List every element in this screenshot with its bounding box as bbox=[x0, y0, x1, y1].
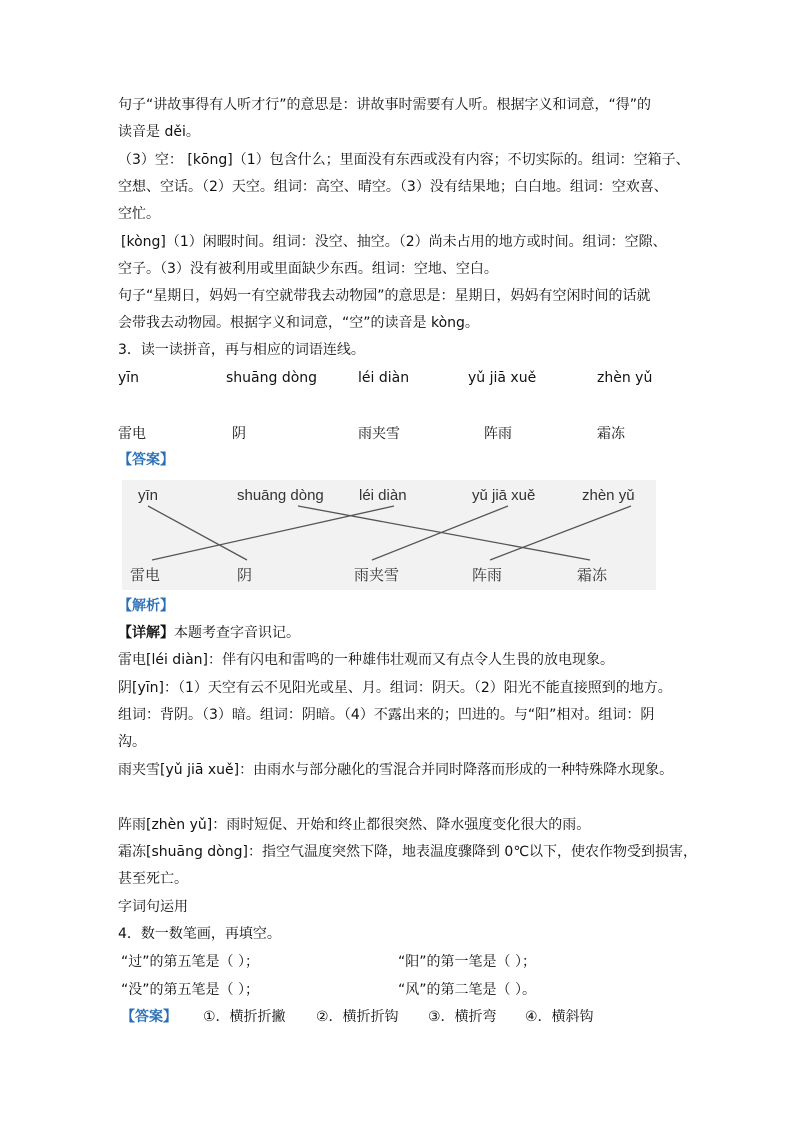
figure-pinyin-label: zhèn yǔ bbox=[582, 487, 635, 504]
text-line: [kòng]（1）闲暇时间。组词：没空、抽空。（2）尚未占用的地方或时间。组词：空隙、 bbox=[121, 234, 667, 250]
figure-pinyin-label: shuāng dòng bbox=[237, 487, 324, 504]
match-link-line bbox=[490, 506, 631, 560]
section-heading: 字词句运用 bbox=[118, 899, 188, 915]
text-line: 空子。（3）没有被利用或里面缺少东西。组词：空地、空白。 bbox=[118, 261, 498, 277]
answer-item: ③．横折弯 bbox=[428, 1009, 497, 1025]
match-link-line bbox=[298, 506, 590, 560]
text-line: 阵雨[zhèn yǔ]：雨时短促、开始和终止都很突然、降水强度变化很大的雨。 bbox=[118, 817, 591, 833]
detail-line bbox=[118, 623, 300, 643]
text-line: （3）空： [kōng]（1）包含什么；里面没有东西或没有内容；不切实际的。组词：空箱子、 bbox=[118, 152, 690, 168]
word-item: 雷电 bbox=[118, 426, 146, 442]
pinyin-item: yǔ jiā xuě bbox=[468, 370, 537, 386]
fill-item: “没”的第五笔是（ ）； bbox=[121, 982, 259, 998]
text-line: 组词：背阴。（3）暗。组词：阴暗。（4）不露出来的；凹进的。与“阳”相对。组词：阴 bbox=[118, 707, 655, 723]
pinyin-row bbox=[0, 370, 794, 390]
word-item: 阵雨 bbox=[484, 426, 512, 442]
figure-pinyin-label: léi diàn bbox=[359, 487, 407, 504]
text-line: 雷电[léi diàn]：伴有闪电和雷鸣的一种雄伟壮观而又有点令人生畏的放电现象。 bbox=[118, 652, 614, 668]
detail-tag: 【详解】 bbox=[118, 625, 174, 641]
analysis-label: 【解析】 bbox=[118, 598, 174, 614]
answer-item: ②．横折折钩 bbox=[316, 1009, 399, 1025]
word-item: 霜冻 bbox=[597, 426, 625, 442]
pinyin-item: zhèn yǔ bbox=[597, 370, 653, 386]
text-line: 空想、空话。（2）天空。组词：高空、晴空。（3）没有结果地；白白地。组词：空欢喜、 bbox=[118, 179, 668, 195]
pinyin-item: yīn bbox=[118, 370, 140, 386]
figure-pinyin-label: yǔ jiā xuě bbox=[472, 487, 536, 504]
match-link-line bbox=[152, 506, 394, 560]
text-line: 空忙。 bbox=[118, 206, 160, 222]
text-line: 会带我去动物园。根据字义和词意，“空”的读音是 kòng。 bbox=[118, 315, 479, 331]
pinyin-item: shuāng dòng bbox=[226, 370, 318, 386]
answer-row bbox=[0, 1006, 794, 1026]
text-line: 沟。 bbox=[118, 734, 146, 750]
figure-word-label: 阴 bbox=[237, 567, 253, 584]
answer-item: ④．横斜钩 bbox=[525, 1009, 594, 1025]
match-link-line bbox=[148, 506, 247, 560]
figure-word-label: 雷电 bbox=[130, 567, 161, 584]
fill-row bbox=[0, 979, 794, 999]
fill-item: “过”的第五笔是（ ）； bbox=[121, 954, 259, 970]
text-line: 阴[yīn]：（1）天空有云不见阳光或星、月。组词：阴天。（2）阳光不能直接照到的地方。 bbox=[118, 680, 672, 696]
text-line: 雨夹雪[yǔ jiā xuě]：由雨水与部分融化的雪混合并同时降落而形成的一种特殊降水现象。 bbox=[118, 762, 674, 778]
word-item: 雨夹雪 bbox=[358, 426, 400, 442]
question-title: 3．读一读拼音，再与相应的词语连线。 bbox=[118, 342, 365, 358]
fill-item: “风”的第二笔是（ ）。 bbox=[398, 982, 536, 998]
answer-matching-figure bbox=[122, 480, 656, 590]
answer-label: 【答案】 bbox=[121, 1009, 177, 1025]
text-line: 读音是 děi。 bbox=[118, 124, 200, 140]
text-line: 句子“讲故事得有人听才行”的意思是：讲故事时需要有人听。根据字义和词意，“得”的 bbox=[118, 97, 652, 113]
text-line: 甚至死亡。 bbox=[118, 871, 188, 887]
figure-word-label: 霜冻 bbox=[577, 567, 608, 584]
fill-item: “阳”的第一笔是（ ）； bbox=[398, 954, 536, 970]
word-item: 阴 bbox=[232, 426, 246, 442]
question-title: 4．数一数笔画，再填空。 bbox=[118, 926, 281, 942]
text-line: 句子“星期日，妈妈一有空就带我去动物园”的意思是：星期日，妈妈有空闲时间的话就 bbox=[118, 288, 651, 304]
fill-row bbox=[0, 951, 794, 971]
word-row bbox=[0, 423, 794, 443]
figure-word-label: 雨夹雪 bbox=[354, 567, 400, 584]
match-link-line bbox=[372, 506, 508, 560]
figure-word-label: 阵雨 bbox=[472, 567, 503, 584]
detail-text: 本题考查字音识记。 bbox=[174, 625, 300, 641]
matching-diagram bbox=[122, 480, 656, 590]
answer-item: ①．横折折撇 bbox=[203, 1009, 286, 1025]
pinyin-item: léi diàn bbox=[358, 370, 410, 386]
figure-pinyin-label: yīn bbox=[138, 487, 159, 504]
answer-label: 【答案】 bbox=[118, 452, 174, 468]
text-line: 霜冻[shuāng dòng]：指空气温度突然下降，地表温度骤降到 0℃以下，使农作物受到损害， bbox=[118, 844, 698, 860]
